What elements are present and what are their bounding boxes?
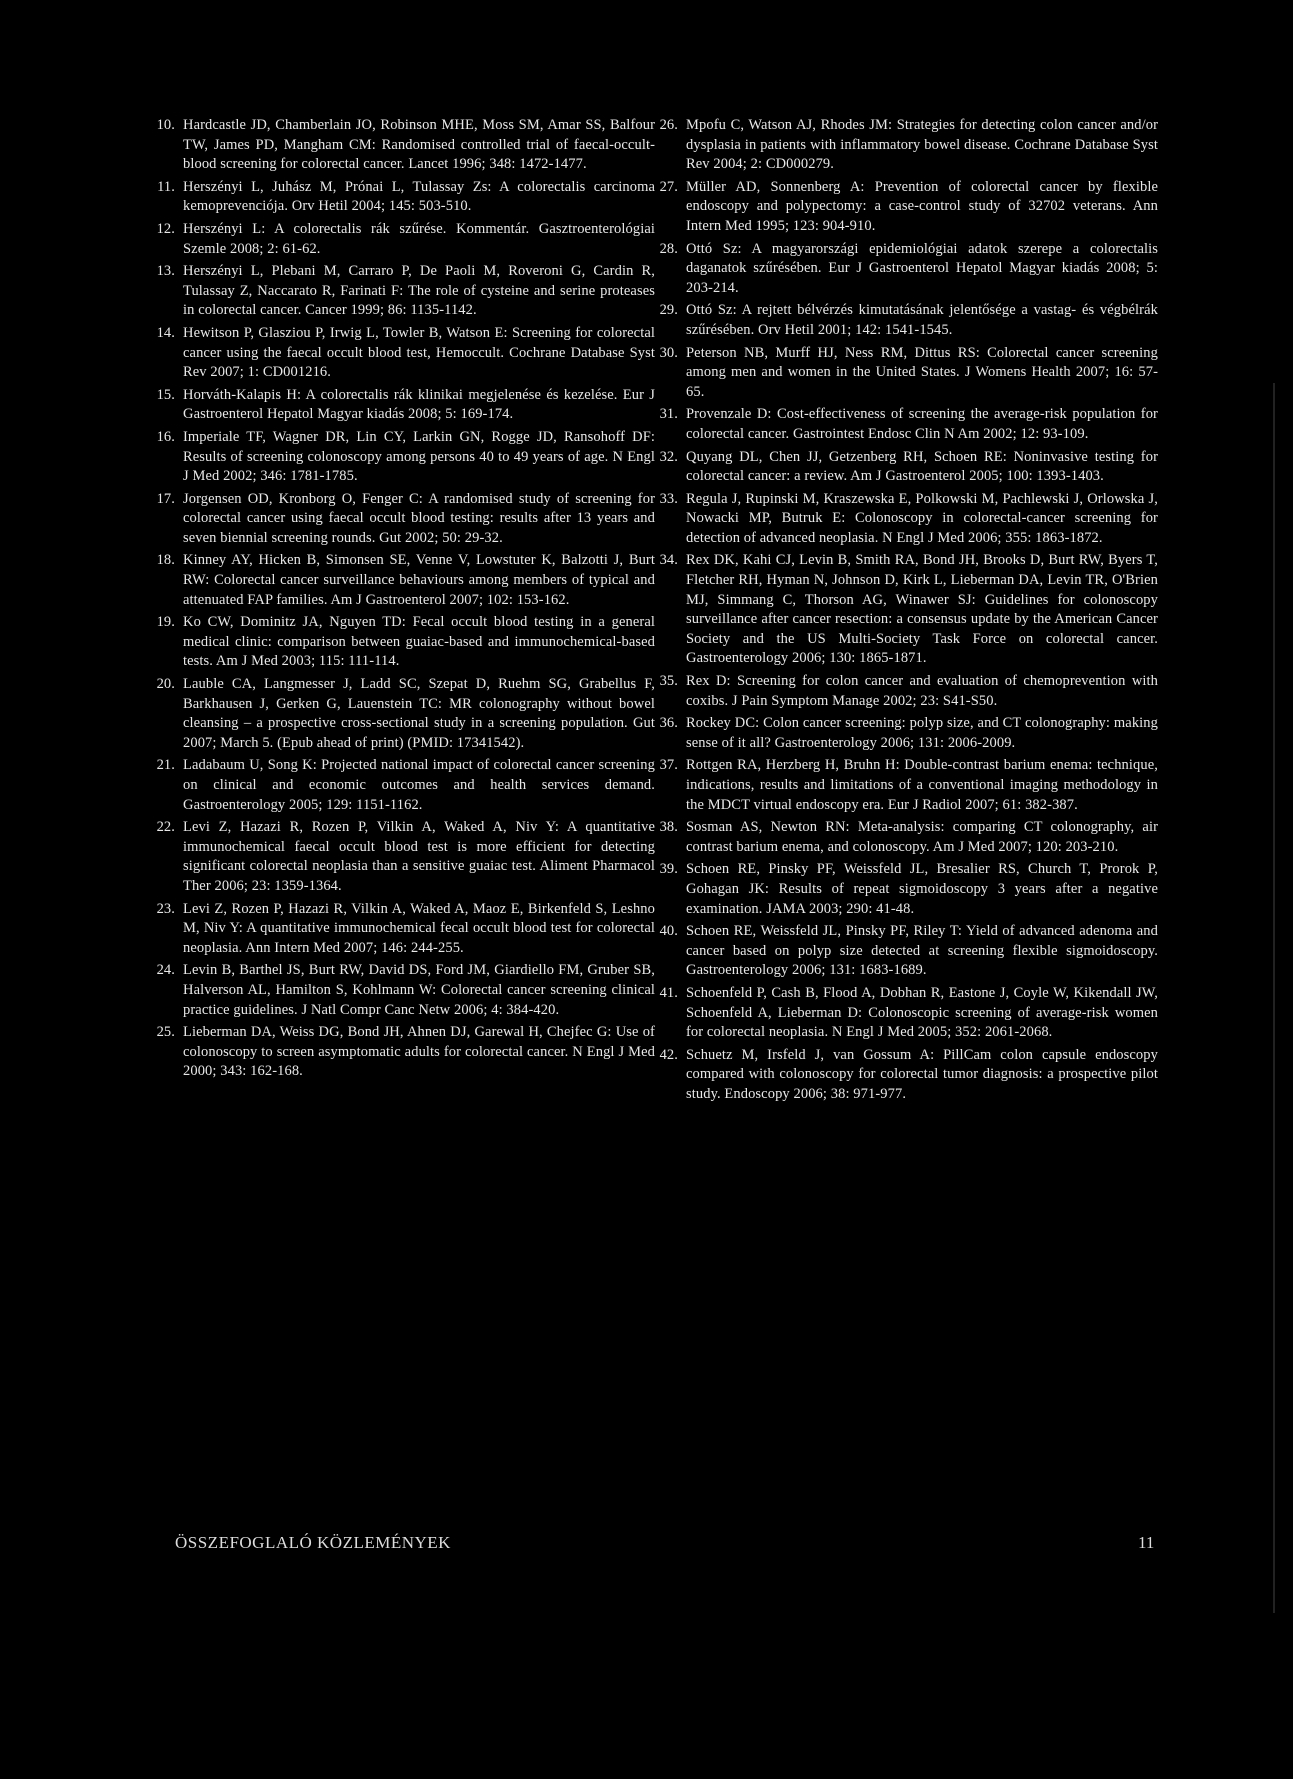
reference-item: [659, 922, 1158, 981]
references-right-column: [659, 116, 1158, 1108]
reference-item: [156, 490, 655, 549]
reference-number: 41.: [659, 984, 678, 1001]
reference-number: 12.: [156, 220, 175, 237]
reference-number: 16.: [156, 428, 175, 445]
reference-item: [659, 178, 1158, 237]
reference-item: [156, 220, 655, 259]
reference-text: Herszényi L, Juhász M, Prónai L, Tulassay Zs: A colorectalis carcinoma kemoprevenciója. Orv Hetil 2004; 145: 503-510.: [183, 178, 655, 215]
reference-text: Schuetz M, Irsfeld J, van Gossum A: PillCam colon capsule endoscopy compared with colonoscopy for colorectal tumor diagnosis: a prospective pilot study. Endoscopy 2006; 38: 971-977.: [686, 1046, 1158, 1102]
reference-text: Ko CW, Dominitz JA, Nguyen TD: Fecal occult blood testing in a general medical clinic: comparison between guaiac-based and immunochemical-based tests. Am J Med 2003; 115: 111-114.: [183, 614, 655, 670]
reference-number: 24.: [156, 962, 175, 979]
reference-item: [659, 860, 1158, 919]
reference-number: 13.: [156, 263, 175, 280]
reference-item: [156, 756, 655, 815]
reference-text: Rockey DC: Colon cancer screening: polyp size, and CT colonography: making sense of it all? Gastroenterology 2006; 131: 2006-2009.: [686, 715, 1158, 751]
reference-number: 14.: [156, 324, 175, 341]
reference-text: Quyang DL, Chen JJ, Getzenberg RH, Schoen RE: Noninvasive testing for colorectal cancer: a review. Am J Gastroenterol 2005; 100: 1393-1403.: [686, 448, 1158, 485]
reference-item: [659, 551, 1158, 669]
reference-item: [156, 116, 655, 175]
reference-text: Herszényi L, Plebani M, Carraro P, De Paoli M, Roveroni G, Cardin R, Tulassay Z, Naccarato R, Farinati F: The role of cysteine and serine proteases in colorectal cancer. Cancer 1999; 86: 1135-1142.: [183, 263, 655, 319]
reference-item: [659, 672, 1158, 711]
reference-text: Sosman AS, Newton RN: Meta-analysis: comparing CT colonography, air contrast barium enema, and colonoscopy. Am J Med 2007; 120: 203-210.: [686, 819, 1158, 855]
reference-number: 33.: [659, 490, 678, 507]
reference-number: 21.: [156, 757, 175, 774]
reference-text: Rottgen RA, Herzberg H, Bruhn H: Double-contrast barium enema: technique, indications, results and limitations of a conventional imaging methodology in the MDCT virtual endoscopy era. Eur J Radiol 2007; 61: 382-387.: [686, 757, 1158, 813]
reference-item: [659, 240, 1158, 299]
reference-number: 23.: [156, 900, 175, 917]
reference-number: 19.: [156, 614, 175, 631]
reference-number: 26.: [659, 117, 678, 133]
reference-text: Schoen RE, Pinsky PF, Weissfeld JL, Bresalier RS, Church T, Prorok P, Gohagan JK: Results of repeat sigmoidoscopy 3 years after a negative examination. JAMA 2003; 290: 41-48.: [686, 861, 1158, 917]
reference-number: 29.: [659, 302, 678, 319]
reference-text: Levi Z, Hazazi R, Rozen P, Vilkin A, Waked A, Niv Y: A quantitative immunochemical faecal occult blood test is more efficient for detecting significant colorectal neoplasia than a sensitive guaiac test. Aliment Pharmacol Ther 2006; 23: 1359-1364.: [183, 819, 655, 894]
reference-item: [156, 961, 655, 1020]
reference-item: [156, 428, 655, 487]
reference-number: 35.: [659, 673, 678, 690]
reference-text: Provenzale D: Cost-effectiveness of screening the average-risk population for colorectal cancer. Gastrointest Endosc Clin N Am 2002; 12: 93-109.: [686, 406, 1158, 442]
reference-item: [157, 178, 655, 217]
reference-number: 20.: [156, 676, 175, 693]
reference-item: [659, 490, 1158, 549]
reference-item: [659, 116, 1158, 175]
reference-number: 32.: [659, 448, 678, 465]
reference-item: [156, 900, 655, 959]
reference-number: 10.: [156, 117, 175, 133]
reference-item: [659, 405, 1158, 444]
reference-number: 38.: [659, 819, 678, 836]
reference-text: Hewitson P, Glasziou P, Irwig L, Towler B, Watson E: Screening for colorectal cancer using the faecal occult blood test, Hemoccult. Cochrane Database Syst Rev 2007; 1: CD001216.: [183, 324, 655, 381]
reference-item: [156, 1023, 655, 1082]
reference-text: Levin B, Barthel JS, Burt RW, David DS, Ford JM, Giardiello FM, Gruber SB, Halverson AL, Hamilton S, Kohlmann W: Colorectal cancer screening clinical practice guidelines. J Natl Compr Canc Netw 2006; 4: 384-420.: [183, 962, 655, 1018]
reference-text: Schoenfeld P, Cash B, Flood A, Dobhan R, Eastone J, Coyle W, Kikendall JW, Schoenfeld A, Lieberman D: Colonoscopic screening of average-risk women for colorectal neoplasia. N Engl J Med 2005; 352: 2061-2068.: [686, 984, 1158, 1041]
references-left-column: [156, 116, 655, 1085]
reference-number: 22.: [156, 819, 175, 836]
reference-text: Kinney AY, Hicken B, Simonsen SE, Venne V, Lowstuter K, Balzotti J, Burt RW: Colorectal cancer surveillance behaviours among members of typical and attenuated FAP families. Am J Gastroenterol 2007; 102: 153-162.: [183, 552, 655, 608]
reference-item: [659, 301, 1158, 340]
reference-text: Lieberman DA, Weiss DG, Bond JH, Ahnen DJ, Garewal H, Chejfec G: Use of colonoscopy to screen asymptomatic adults for colorectal cancer. N Engl J Med 2000; 343: 162-168.: [183, 1024, 655, 1080]
reference-number: 17.: [156, 490, 175, 507]
reference-number: 28.: [659, 240, 678, 257]
reference-item: [156, 818, 655, 896]
reference-number: 39.: [659, 861, 678, 878]
reference-number: 36.: [659, 715, 678, 732]
reference-number: 31.: [659, 406, 678, 423]
reference-number: 27.: [659, 178, 678, 195]
reference-item: [156, 324, 655, 383]
reference-item: [659, 984, 1158, 1043]
margin-rule: [1273, 383, 1275, 1613]
reference-text: Ottó Sz: A rejtett bélvérzés kimutatásának jelentősége a vastag- és végbélrák szűrésében. Orv Hetil 2001; 142: 1541-1545.: [686, 302, 1158, 338]
reference-text: Hardcastle JD, Chamberlain JO, Robinson MHE, Moss SM, Amar SS, Balfour TW, James PD, Mangham CM: Randomised controlled trial of faecal-occult-blood screening for colorectal cancer. Lancet 1996; 348: 1472-1477.: [183, 117, 655, 173]
reference-number: 25.: [156, 1024, 175, 1041]
reference-number: 18.: [156, 552, 175, 569]
reference-text: Müller AD, Sonnenberg A: Prevention of colorectal cancer by flexible endoscopy and polypectomy: a case-control study of 32702 veterans. Ann Intern Med 1995; 123: 904-910.: [686, 178, 1158, 234]
reference-number: 34.: [659, 552, 678, 569]
reference-text: Rex D: Screening for colon cancer and evaluation of chemoprevention with coxibs. J Pain Symptom Manage 2002; 23: S41-S50.: [686, 673, 1158, 709]
reference-number: 15.: [156, 386, 175, 403]
reference-text: Rex DK, Kahi CJ, Levin B, Smith RA, Bond JH, Brooks D, Burt RW, Byers T, Fletcher RH, Hyman N, Johnson D, Kirk L, Lieberman DA, Levin TR, O'Brien MJ, Simmang C, Thorson AG, Winawer SJ: Guidelines for colonoscopy surveillance after cancer resection: a consensus update by the American Cancer Society and the US Multi-Society Task Force on colorectal cancer. Gastroenterology 2006; 130: 1865-1871.: [686, 552, 1158, 667]
reference-text: Peterson NB, Murff HJ, Ness RM, Dittus RS: Colorectal cancer screening among men and women in the United States. J Womens Health 2007; 16: 57-65.: [686, 344, 1158, 400]
reference-text: Mpofu C, Watson AJ, Rhodes JM: Strategies for detecting colon cancer and/or dysplasia in patients with inflammatory bowel disease. Cochrane Database Syst Rev 2004; 2: CD000279.: [686, 117, 1158, 173]
reference-item: [659, 756, 1158, 815]
reference-text: Herszényi L: A colorectalis rák szűrése. Kommentár. Gasztroenterológiai Szemle 2008; 2: 61-62.: [183, 220, 655, 257]
reference-text: Schoen RE, Weissfeld JL, Pinsky PF, Riley T: Yield of advanced adenoma and cancer based on polyp size detected at screening flexible sigmoidoscopy. Gastroenterology 2006; 131: 1683-1689.: [686, 923, 1158, 979]
reference-text: Levi Z, Rozen P, Hazazi R, Vilkin A, Waked A, Maoz E, Birkenfeld S, Leshno M, Niv Y: A quantitative immunochemical fecal occult blood test for colorectal neoplasia. Ann Intern Med 2007; 146: 244-255.: [183, 900, 655, 956]
reference-text: Horváth-Kalapis H: A colorectalis rák klinikai megjelenése és kezelése. Eur J Gastroenterol Hepatol Magyar kiadás 2008; 5: 169-174.: [183, 386, 655, 423]
reference-number: 37.: [659, 757, 678, 774]
reference-text: Ladabaum U, Song K: Projected national impact of colorectal cancer screening on clinical and economic outcomes and health services demand. Gastroenterology 2005; 129: 1151-1162.: [183, 757, 655, 813]
reference-item: [156, 675, 655, 753]
reference-number: 42.: [659, 1046, 678, 1063]
reference-text: Lauble CA, Langmesser J, Ladd SC, Szepat D, Ruehm SG, Grabellus F, Barkhausen J, Gerken G, Lauenstein TC: MR colonography without bowel cleansing – a prospective cross-sectional study in a screening population. Gut 2007; March 5. (Epub ahead of print) (PMID: 17341542).: [183, 676, 655, 751]
reference-number: 11.: [157, 178, 175, 195]
reference-number: 30.: [659, 344, 678, 361]
reference-item: [659, 818, 1158, 857]
reference-item: [156, 551, 655, 610]
reference-item: [156, 262, 655, 321]
reference-item: [659, 344, 1158, 403]
reference-item: [659, 448, 1158, 487]
footer-section-title: ÖSSZEFOGLALÓ KÖZLEMÉNYEK: [175, 1533, 451, 1552]
reference-item: [659, 714, 1158, 753]
reference-item: [659, 1046, 1158, 1105]
page-number: 11: [1138, 1533, 1155, 1552]
reference-text: Regula J, Rupinski M, Kraszewska E, Polkowski M, Pachlewski J, Orlowska J, Nowacki MP, Butruk E: Colonoscopy in colorectal-cancer screening for detection of advanced neoplasia. N Engl J Med 2006; 355: 1863-1872.: [686, 490, 1158, 546]
reference-item: [156, 613, 655, 672]
reference-text: Imperiale TF, Wagner DR, Lin CY, Larkin GN, Rogge JD, Ransohoff DF: Results of screening colonoscopy among persons 40 to 49 years of age. N Engl J Med 2002; 346: 1781-1785.: [183, 428, 655, 485]
reference-text: Jorgensen OD, Kronborg O, Fenger C: A randomised study of screening for colorectal cancer using faecal occult blood testing: results after 13 years and seven biennial screening rounds. Gut 2002; 50: 29-32.: [183, 490, 655, 546]
reference-text: Ottó Sz: A magyarországi epidemiológiai adatok szerepe a colorectalis daganatok szűrésében. Eur J Gastroenterol Hepatol Magyar kiadás 2008; 5: 203-214.: [686, 240, 1158, 296]
reference-item: [156, 386, 655, 425]
reference-number: 40.: [659, 923, 678, 940]
